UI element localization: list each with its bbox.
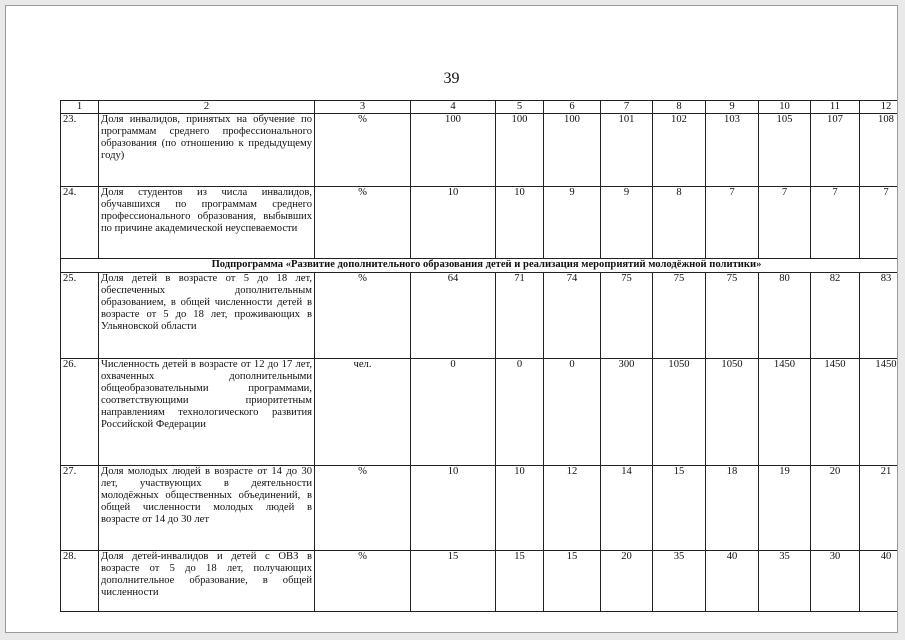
value-cell: 20 — [601, 551, 653, 612]
row-number: 28. — [61, 551, 99, 612]
unit-cell: % — [315, 114, 411, 187]
value-cell: 75 — [601, 273, 653, 359]
value-cell: 1450 — [860, 359, 899, 466]
value-cell: 1450 — [759, 359, 811, 466]
column-header: 5 — [496, 101, 544, 114]
value-cell: 30 — [811, 551, 860, 612]
indicators-table — [60, 100, 898, 612]
value-cell: 64 — [411, 273, 496, 359]
row-number: 24. — [61, 187, 99, 259]
column-header: 9 — [706, 101, 759, 114]
section-row — [61, 259, 899, 273]
value-cell: 10 — [411, 466, 496, 551]
indicator-description: Доля молодых людей в возрасте от 14 до 30 лет, участвующих в деятельности молодёжных общественных объединений, в общей численности молодых людей в возрасте от 14 до 30 лет — [99, 466, 315, 551]
value-cell: 0 — [544, 359, 601, 466]
row-number: 23. — [61, 114, 99, 187]
table-row — [61, 187, 899, 259]
value-cell: 1050 — [706, 359, 759, 466]
value-cell: 12 — [544, 466, 601, 551]
value-cell: 108 — [860, 114, 899, 187]
section-title: Подпрограмма «Развитие дополнительного образования детей и реализация мероприятий молодёжной политики» — [61, 259, 899, 273]
value-cell: 35 — [653, 551, 706, 612]
value-cell: 103 — [706, 114, 759, 187]
value-cell: 7 — [811, 187, 860, 259]
column-header: 1 — [61, 101, 99, 114]
indicator-description: Численность детей в возрасте от 12 до 17 лет, охваченных дополнительными общеобразовательными программами, соответствующими приоритетным направлениям технологического развития Российской Федерации — [99, 359, 315, 466]
value-cell: 75 — [653, 273, 706, 359]
table-row — [61, 114, 899, 187]
value-cell: 14 — [601, 466, 653, 551]
value-cell: 83 — [860, 273, 899, 359]
value-cell: 21 — [860, 466, 899, 551]
column-header: 2 — [99, 101, 315, 114]
value-cell: 18 — [706, 466, 759, 551]
value-cell: 1450 — [811, 359, 860, 466]
column-header: 3 — [315, 101, 411, 114]
unit-cell: % — [315, 466, 411, 551]
value-cell: 9 — [544, 187, 601, 259]
value-cell: 100 — [496, 114, 544, 187]
value-cell: 105 — [759, 114, 811, 187]
value-cell: 10 — [496, 466, 544, 551]
value-cell: 74 — [544, 273, 601, 359]
table-row — [61, 551, 899, 612]
table-row — [61, 273, 899, 359]
column-header: 10 — [759, 101, 811, 114]
column-header: 11 — [811, 101, 860, 114]
unit-cell: % — [315, 551, 411, 612]
unit-cell: чел. — [315, 359, 411, 466]
value-cell: 15 — [544, 551, 601, 612]
value-cell: 8 — [653, 187, 706, 259]
value-cell: 15 — [411, 551, 496, 612]
value-cell: 300 — [601, 359, 653, 466]
value-cell: 82 — [811, 273, 860, 359]
indicator-description: Доля студентов из числа инвалидов, обучавшихся по программам среднего профессионального образования, выбывших по причине академической неуспеваемости — [99, 187, 315, 259]
column-header: 6 — [544, 101, 601, 114]
value-cell: 100 — [544, 114, 601, 187]
row-number: 25. — [61, 273, 99, 359]
value-cell: 15 — [653, 466, 706, 551]
value-cell: 100 — [411, 114, 496, 187]
indicator-description: Доля детей в возрасте от 5 до 18 лет, обеспеченных дополнительным образованием, в общей численности детей в возрасте от 5 до 18 лет, проживающих в Ульяновской области — [99, 273, 315, 359]
value-cell: 10 — [411, 187, 496, 259]
table-row — [61, 466, 899, 551]
column-header: 4 — [411, 101, 496, 114]
table-header-row — [61, 101, 899, 114]
value-cell: 80 — [759, 273, 811, 359]
column-header: 12 — [860, 101, 899, 114]
value-cell: 7 — [759, 187, 811, 259]
page-number: 39 — [443, 70, 460, 87]
value-cell: 0 — [411, 359, 496, 466]
value-cell: 10 — [496, 187, 544, 259]
column-header: 8 — [653, 101, 706, 114]
value-cell: 0 — [496, 359, 544, 466]
column-header: 7 — [601, 101, 653, 114]
unit-cell: % — [315, 187, 411, 259]
value-cell: 19 — [759, 466, 811, 551]
value-cell: 71 — [496, 273, 544, 359]
value-cell: 75 — [706, 273, 759, 359]
value-cell: 40 — [860, 551, 899, 612]
value-cell: 101 — [601, 114, 653, 187]
unit-cell: % — [315, 273, 411, 359]
indicator-description: Доля инвалидов, принятых на обучение по программам среднего профессионального образования (по отношению к предыдущему году) — [99, 114, 315, 187]
value-cell: 7 — [706, 187, 759, 259]
value-cell: 102 — [653, 114, 706, 187]
row-number: 27. — [61, 466, 99, 551]
value-cell: 9 — [601, 187, 653, 259]
value-cell: 7 — [860, 187, 899, 259]
value-cell: 40 — [706, 551, 759, 612]
value-cell: 107 — [811, 114, 860, 187]
document-page — [5, 5, 898, 633]
value-cell: 1050 — [653, 359, 706, 466]
table-row — [61, 359, 899, 466]
row-number: 26. — [61, 359, 99, 466]
indicator-description: Доля детей-инвалидов и детей с ОВЗ в возрасте от 5 до 18 лет, получающих дополнительное образование, в общей численности — [99, 551, 315, 612]
value-cell: 15 — [496, 551, 544, 612]
value-cell: 35 — [759, 551, 811, 612]
value-cell: 20 — [811, 466, 860, 551]
